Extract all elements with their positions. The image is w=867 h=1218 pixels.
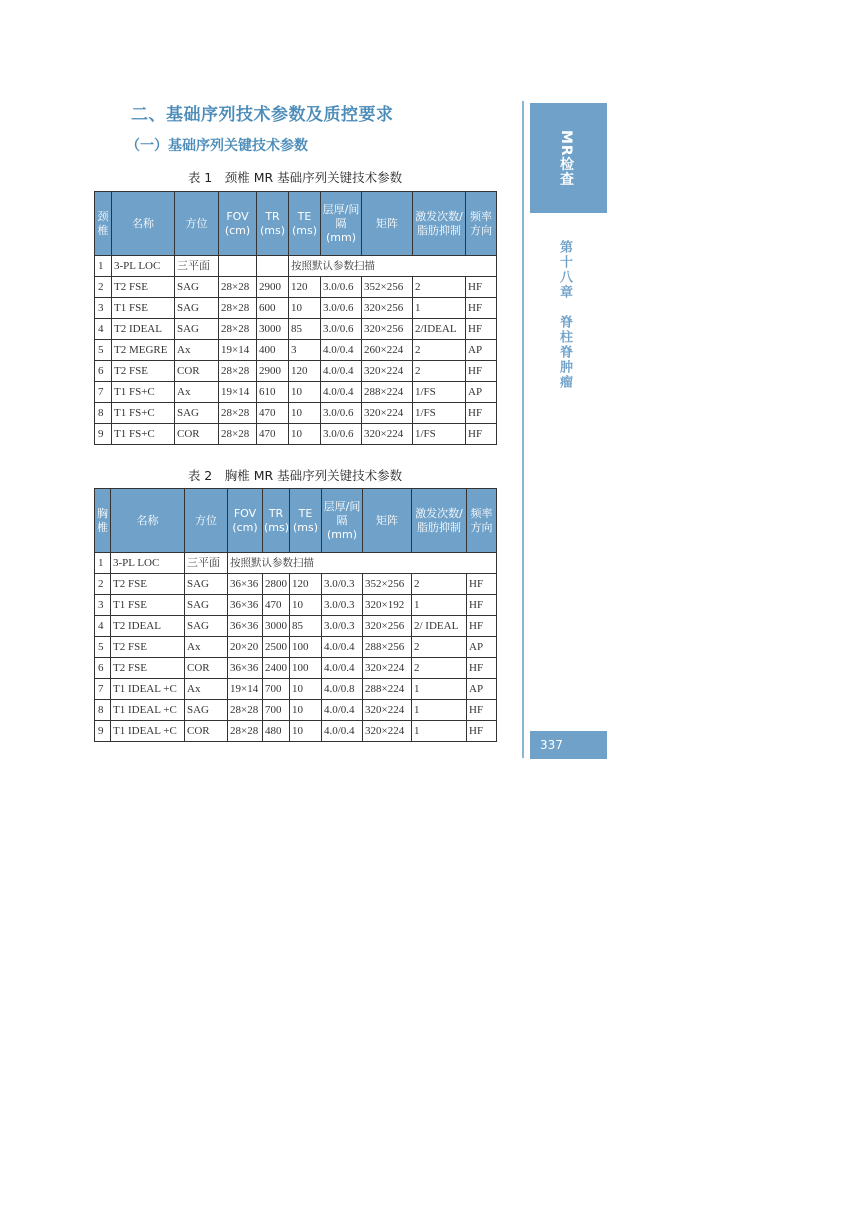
table-row	[95, 361, 497, 382]
matrix-cell: 320×224	[363, 658, 412, 679]
thick-cell: 4.0/0.4	[322, 721, 363, 742]
table1-caption: 表 1 颈椎 MR 基础序列关键技术参数	[187, 170, 403, 185]
row-index-cell: 2	[95, 574, 111, 595]
fov-cell	[219, 256, 257, 277]
plane-cell: Ax	[175, 382, 219, 403]
table-header-cell: 矩阵	[362, 192, 413, 256]
sequence-name-cell: T2 FSE	[112, 361, 175, 382]
table-header-cell: 矩阵	[363, 489, 412, 553]
plane-cell: SAG	[185, 595, 228, 616]
sequence-name-cell: T2 IDEAL	[112, 319, 175, 340]
side-tab-label: MR检查	[558, 130, 574, 187]
row-index-cell: 3	[95, 595, 111, 616]
fov-cell: 28×28	[228, 721, 263, 742]
table-header-cell: FOV (cm)	[228, 489, 263, 553]
chapter-label: 第十八章 脊柱脊肿瘤	[557, 240, 572, 390]
row-index-cell: 4	[95, 319, 112, 340]
tr-cell: 470	[257, 403, 289, 424]
row-index-cell: 7	[95, 382, 112, 403]
cervical-spine-parameter-table	[94, 191, 497, 445]
te-cell: 120	[289, 277, 321, 298]
thick-cell: 3.0/0.6	[321, 277, 362, 298]
row-index-cell: 6	[95, 658, 111, 679]
matrix-cell: 352×256	[362, 277, 413, 298]
fov-cell: 28×28	[219, 361, 257, 382]
nex-cell: 2	[413, 340, 466, 361]
freq-cell: HF	[466, 277, 497, 298]
te-cell: 85	[290, 616, 322, 637]
te-cell: 85	[289, 319, 321, 340]
table-row	[95, 403, 497, 424]
table-header-cell: 方位	[185, 489, 228, 553]
tr-cell: 470	[257, 424, 289, 445]
matrix-cell: 352×256	[363, 574, 412, 595]
section-heading: 二、基础序列技术参数及质控要求	[131, 105, 394, 125]
thick-cell: 4.0/0.8	[322, 679, 363, 700]
thoracic-spine-parameter-table	[94, 488, 497, 742]
te-cell: 10	[290, 700, 322, 721]
nex-cell: 1	[412, 700, 467, 721]
fov-cell: 28×28	[219, 319, 257, 340]
te-cell: 10	[289, 298, 321, 319]
matrix-cell: 320×224	[363, 721, 412, 742]
fov-cell: 36×36	[228, 616, 263, 637]
table-header-cell: 胸椎	[95, 489, 111, 553]
table-header-cell: 方位	[175, 192, 219, 256]
fov-cell: 36×36	[228, 595, 263, 616]
nex-cell: 2	[412, 637, 467, 658]
row-index-cell: 3	[95, 298, 112, 319]
tr-cell	[257, 256, 289, 277]
thick-cell: 3.0/0.6	[321, 403, 362, 424]
tr-cell: 2400	[263, 658, 290, 679]
table-row	[95, 595, 497, 616]
thick-cell: 3.0/0.6	[321, 298, 362, 319]
thick-cell: 3.0/0.3	[322, 616, 363, 637]
freq-cell: HF	[467, 574, 497, 595]
plane-cell: SAG	[175, 403, 219, 424]
table-header-cell: TR (ms)	[263, 489, 290, 553]
table-row	[95, 679, 497, 700]
row-index-cell: 8	[95, 403, 112, 424]
plane-cell: Ax	[175, 340, 219, 361]
sequence-name-cell: T1 FSE	[112, 298, 175, 319]
sequence-name-cell: T2 MEGRE	[112, 340, 175, 361]
matrix-cell: 320×224	[362, 424, 413, 445]
sequence-name-cell: 3-PL LOC	[111, 553, 185, 574]
sequence-name-cell: T1 FSE	[111, 595, 185, 616]
matrix-cell: 288×224	[363, 679, 412, 700]
sequence-name-cell: T1 IDEAL +C	[111, 721, 185, 742]
thick-cell: 4.0/0.4	[322, 658, 363, 679]
row-index-cell: 9	[95, 721, 111, 742]
plane-cell: COR	[185, 721, 228, 742]
thick-cell: 4.0/0.4	[321, 382, 362, 403]
plane-cell: COR	[175, 424, 219, 445]
thick-cell: 4.0/0.4	[321, 340, 362, 361]
matrix-cell: 288×224	[362, 382, 413, 403]
freq-cell: HF	[466, 361, 497, 382]
tr-cell: 600	[257, 298, 289, 319]
nex-cell: 1	[413, 298, 466, 319]
te-cell: 10	[290, 679, 322, 700]
te-cell: 10	[289, 403, 321, 424]
thick-cell: 3.0/0.3	[322, 574, 363, 595]
table-header-cell: TE (ms)	[290, 489, 322, 553]
margin-divider-line	[522, 101, 524, 758]
plane-cell: SAG	[185, 616, 228, 637]
freq-cell: HF	[467, 700, 497, 721]
fov-cell: 36×36	[228, 658, 263, 679]
tr-cell: 2900	[257, 361, 289, 382]
plane-cell: SAG	[175, 298, 219, 319]
fov-cell: 28×28	[219, 424, 257, 445]
table-header-cell: TE (ms)	[289, 192, 321, 256]
freq-cell: HF	[466, 403, 497, 424]
freq-cell: AP	[467, 679, 497, 700]
nex-cell: 2/IDEAL	[413, 319, 466, 340]
table-header-cell: TR (ms)	[257, 192, 289, 256]
matrix-cell: 260×224	[362, 340, 413, 361]
table-row	[95, 658, 497, 679]
matrix-cell: 320×224	[362, 361, 413, 382]
thick-cell: 3.0/0.6	[321, 424, 362, 445]
tr-cell: 3000	[257, 319, 289, 340]
sequence-name-cell: T2 FSE	[112, 277, 175, 298]
tr-cell: 700	[263, 679, 290, 700]
freq-cell: HF	[466, 424, 497, 445]
fov-cell: 19×14	[228, 679, 263, 700]
row-index-cell: 5	[95, 637, 111, 658]
matrix-cell: 288×256	[363, 637, 412, 658]
freq-cell: AP	[467, 637, 497, 658]
table-header-cell: 名称	[111, 489, 185, 553]
freq-cell: HF	[467, 616, 497, 637]
table-row	[95, 319, 497, 340]
freq-cell: HF	[466, 319, 497, 340]
table-header-cell: 频率方向	[466, 192, 497, 256]
table-row	[95, 382, 497, 403]
matrix-cell: 320×192	[363, 595, 412, 616]
table-row	[95, 298, 497, 319]
table-row	[95, 721, 497, 742]
nex-cell: 1	[412, 595, 467, 616]
thick-cell: 4.0/0.4	[322, 700, 363, 721]
plane-cell: SAG	[175, 319, 219, 340]
sequence-name-cell: T2 FSE	[111, 574, 185, 595]
row-index-cell: 2	[95, 277, 112, 298]
row-index-cell: 4	[95, 616, 111, 637]
te-cell: 3	[289, 340, 321, 361]
table2-caption: 表 2 胸椎 MR 基础序列关键技术参数	[187, 468, 403, 483]
freq-cell: HF	[466, 298, 497, 319]
plane-cell: Ax	[185, 637, 228, 658]
tr-cell: 700	[263, 700, 290, 721]
nex-cell: 2	[412, 658, 467, 679]
sequence-name-cell: T1 FS+C	[112, 424, 175, 445]
thick-cell: 4.0/0.4	[322, 637, 363, 658]
table-row	[95, 553, 497, 574]
nex-cell: 1	[412, 679, 467, 700]
te-cell: 10	[290, 721, 322, 742]
thick-cell: 3.0/0.3	[322, 595, 363, 616]
sequence-name-cell: T1 IDEAL +C	[111, 700, 185, 721]
row-index-cell: 8	[95, 700, 111, 721]
sequence-name-cell: T2 IDEAL	[111, 616, 185, 637]
side-tab-mr-exam	[530, 103, 607, 213]
nex-cell: 1/FS	[413, 403, 466, 424]
freq-cell: HF	[467, 721, 497, 742]
fov-cell: 28×28	[219, 298, 257, 319]
table-row	[95, 637, 497, 658]
thick-cell: 3.0/0.6	[321, 319, 362, 340]
sequence-name-cell: 3-PL LOC	[112, 256, 175, 277]
table-row	[95, 277, 497, 298]
table-header-cell: 层厚/间隔 (mm)	[322, 489, 363, 553]
table-header-cell: 层厚/间隔 (mm)	[321, 192, 362, 256]
table-row	[95, 574, 497, 595]
te-cell: 10	[290, 595, 322, 616]
freq-cell: AP	[466, 382, 497, 403]
row-index-cell: 7	[95, 679, 111, 700]
tr-cell: 2500	[263, 637, 290, 658]
fov-cell: 36×36	[228, 574, 263, 595]
table-row	[95, 700, 497, 721]
plane-cell: COR	[175, 361, 219, 382]
plane-cell: Ax	[185, 679, 228, 700]
matrix-cell: 320×256	[362, 319, 413, 340]
row-index-cell: 1	[95, 553, 111, 574]
nex-cell: 1	[412, 721, 467, 742]
table-row	[95, 616, 497, 637]
te-cell: 10	[289, 382, 321, 403]
matrix-cell: 320×256	[362, 298, 413, 319]
te-cell: 10	[289, 424, 321, 445]
row-index-cell: 6	[95, 361, 112, 382]
tr-cell: 400	[257, 340, 289, 361]
sequence-name-cell: T1 FS+C	[112, 382, 175, 403]
plane-cell: SAG	[185, 574, 228, 595]
nex-cell: 1/FS	[413, 382, 466, 403]
freq-cell: HF	[467, 658, 497, 679]
freq-cell: HF	[467, 595, 497, 616]
fov-cell: 19×14	[219, 382, 257, 403]
sequence-name-cell: T1 IDEAL +C	[111, 679, 185, 700]
fov-cell: 28×28	[219, 403, 257, 424]
default-params-note: 按照默认参数扫描	[289, 256, 497, 277]
row-index-cell: 5	[95, 340, 112, 361]
tr-cell: 2800	[263, 574, 290, 595]
plane-cell: 三平面	[185, 553, 228, 574]
nex-cell: 2	[413, 361, 466, 382]
default-params-note: 按照默认参数扫描	[228, 553, 497, 574]
te-cell: 120	[289, 361, 321, 382]
plane-cell: SAG	[175, 277, 219, 298]
matrix-cell: 320×256	[363, 616, 412, 637]
table-row	[95, 340, 497, 361]
sequence-name-cell: T1 FS+C	[112, 403, 175, 424]
nex-cell: 2/ IDEAL	[412, 616, 467, 637]
table-header-cell: 名称	[112, 192, 175, 256]
fov-cell: 28×28	[219, 277, 257, 298]
nex-cell: 1/FS	[413, 424, 466, 445]
thick-cell: 4.0/0.4	[321, 361, 362, 382]
table-header-cell: 频率方向	[467, 489, 497, 553]
table-header-cell: 激发次数/脂肪抑制	[412, 489, 467, 553]
matrix-cell: 320×224	[363, 700, 412, 721]
plane-cell: SAG	[185, 700, 228, 721]
tr-cell: 480	[263, 721, 290, 742]
tr-cell: 610	[257, 382, 289, 403]
page-number: 337	[530, 731, 607, 759]
plane-cell: COR	[185, 658, 228, 679]
table-row	[95, 424, 497, 445]
sequence-name-cell: T2 FSE	[111, 658, 185, 679]
plane-cell: 三平面	[175, 256, 219, 277]
fov-cell: 19×14	[219, 340, 257, 361]
table-row	[95, 256, 497, 277]
tr-cell: 2900	[257, 277, 289, 298]
tr-cell: 3000	[263, 616, 290, 637]
te-cell: 100	[290, 658, 322, 679]
table-header-cell: 颈椎	[95, 192, 112, 256]
fov-cell: 20×20	[228, 637, 263, 658]
freq-cell: AP	[466, 340, 497, 361]
nex-cell: 2	[412, 574, 467, 595]
subsection-heading: （一）基础序列关键技术参数	[126, 138, 308, 154]
matrix-cell: 320×224	[362, 403, 413, 424]
table-header-cell: FOV (cm)	[219, 192, 257, 256]
row-index-cell: 1	[95, 256, 112, 277]
fov-cell: 28×28	[228, 700, 263, 721]
sequence-name-cell: T2 FSE	[111, 637, 185, 658]
row-index-cell: 9	[95, 424, 112, 445]
te-cell: 120	[290, 574, 322, 595]
te-cell: 100	[290, 637, 322, 658]
table-header-cell: 激发次数/脂肪抑制	[413, 192, 466, 256]
nex-cell: 2	[413, 277, 466, 298]
tr-cell: 470	[263, 595, 290, 616]
